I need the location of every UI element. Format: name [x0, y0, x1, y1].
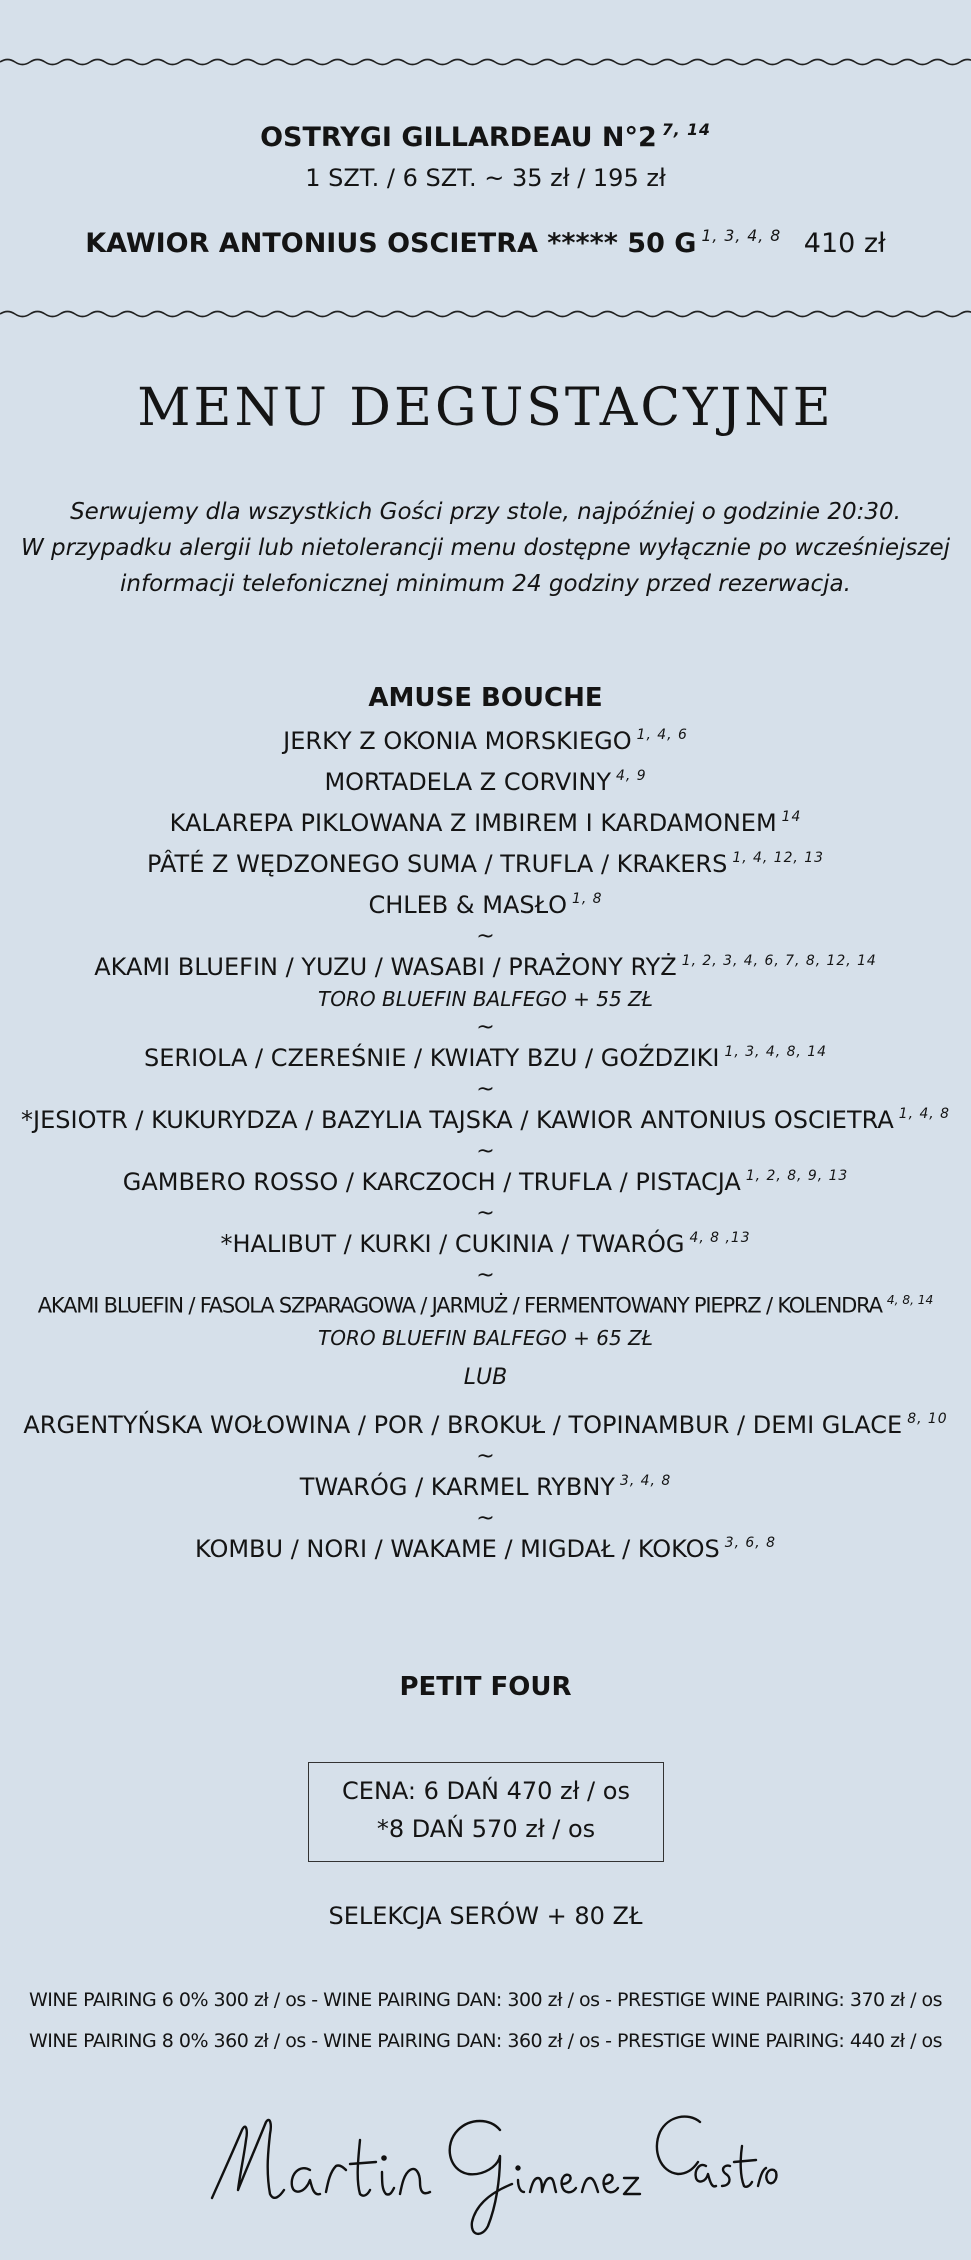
separator: ~	[476, 924, 495, 949]
amuse-item: JERKY Z OKONIA MORSKIEGO $^{1, 4, 6}$	[283, 727, 688, 755]
course-item: GAMBERO ROSSO / KARCZOCH / TRUFLA / PISTACJA $^{1, 2, 8, 9, 13}$	[122, 1168, 849, 1196]
wave-divider-bottom	[0, 304, 971, 324]
amuse-item: PÂTÉ Z WĘDZONEGO SUMA / TRUFLA / KRAKERS $^{1, 4, 12, 13}$	[147, 850, 824, 878]
separator: ~	[476, 1077, 495, 1102]
course-item: AKAMI BLUEFIN / FASOLA SZPARAGOWA / JARMUŻ / FERMENTOWANY PIEPRZ / KOLENDRA $^{4, 8, 14}$	[37, 1293, 934, 1318]
caviar-name: KAWIOR ANTONIUS OSCIETRA ***** 50 G	[85, 227, 697, 259]
wave-divider-top	[0, 52, 971, 72]
course-item: KOMBU / NORI / WAKAME / MIGDAŁ / KOKOS $^{3, 6, 8}$	[195, 1535, 776, 1563]
course-item: TWARÓG / KARMEL RYBNY $^{3, 4, 8}$	[299, 1473, 672, 1501]
course-item: AKAMI BLUEFIN / YUZU / WASABI / PRAŻONY RYŻ $^{1, 2, 3, 4, 6, 7, 8, 12, 14}$	[94, 953, 877, 981]
course-item: *JESIOTR / KUKURYDZA / BAZYLIA TAJSKA / KAWIOR ANTONIUS OSCIETRA $^{1, 4, 8}$	[21, 1106, 950, 1134]
caviar-price: 410 zł	[803, 227, 886, 259]
course-item: SERIOLA / CZEREŚNIE / KWIATY BZU / GOŹDZIKI $^{1, 3, 4, 8, 14}$	[144, 1044, 827, 1072]
course-or: LUB	[463, 1365, 508, 1390]
price-box	[308, 1762, 664, 1862]
course-extra: TORO BLUEFIN BALFEGO + 55 ZŁ	[318, 987, 653, 1011]
separator: ~	[476, 1139, 495, 1164]
separator: ~	[476, 1015, 495, 1040]
petit-four-heading: PETIT FOUR	[399, 1672, 572, 1702]
caviar-allergens: 1, 3, 4, 8	[701, 226, 782, 245]
separator: ~	[476, 1201, 495, 1226]
price-line: *8 DAŃ 570 zł / os	[376, 1815, 596, 1843]
amuse-item: KALAREPA PIKLOWANA Z IMBIREM I KARDAMONEM $^{14}$	[169, 809, 802, 837]
separator: ~	[476, 1263, 495, 1288]
intro-line: W przypadku alergii lub nietolerancji menu dostępne wyłącznie po wcześniejszej	[20, 535, 951, 561]
course-item-alt: ARGENTYŃSKA WOŁOWINA / POR / BROKUŁ / TOPINAMBUR / DEMI GLACE $^{8, 10}$	[23, 1411, 948, 1439]
oyster-name: OSTRYGI GILLARDEAU N°2	[260, 121, 657, 153]
amuse-item: MORTADELA Z CORVINY $^{4, 9}$	[324, 768, 647, 796]
cheese-selection: SELEKCJA SERÓW + 80 ZŁ	[328, 1902, 643, 1930]
intro-line: informacji telefonicznej minimum 24 godziny przed rezerwacja.	[120, 571, 851, 597]
price-line: CENA: 6 DAŃ 470 zł / os	[342, 1777, 630, 1805]
course-extra: TORO BLUEFIN BALFEGO + 65 ZŁ	[318, 1326, 653, 1350]
menu-title: MENU DEGUSTACYJNE	[137, 378, 834, 438]
oyster-allergens: 7, 14	[661, 120, 711, 139]
separator: ~	[476, 1506, 495, 1531]
wine-pairing-line: WINE PAIRING 6 0% 300 zł / os - WINE PAIRING DAN: 300 zł / os - PRESTIGE WINE PAIRING: 370 zł / os	[28, 1989, 943, 2011]
amuse-heading: AMUSE BOUCHE	[368, 683, 603, 713]
oyster-price: 1 SZT. / 6 SZT. ~ 35 zł / 195 zł	[305, 164, 666, 192]
menu-intro	[0, 494, 971, 602]
separator: ~	[476, 1444, 495, 1469]
wine-pairing-line: WINE PAIRING 8 0% 360 zł / os - WINE PAIRING DAN: 360 zł / os - PRESTIGE WINE PAIRING: 440 zł / os	[28, 2030, 943, 2052]
intro-line: Serwujemy dla wszystkich Gości przy stole, najpóźniej o godzinie 20:30.	[70, 499, 901, 525]
oyster-line	[0, 120, 971, 153]
chef-signature	[200, 2100, 780, 2240]
caviar-line	[0, 226, 971, 259]
amuse-item: CHLEB & MASŁO $^{1, 8}$	[368, 891, 603, 919]
course-item: *HALIBUT / KURKI / CUKINIA / TWARÓG $^{4, 8 ,13}$	[220, 1230, 751, 1258]
